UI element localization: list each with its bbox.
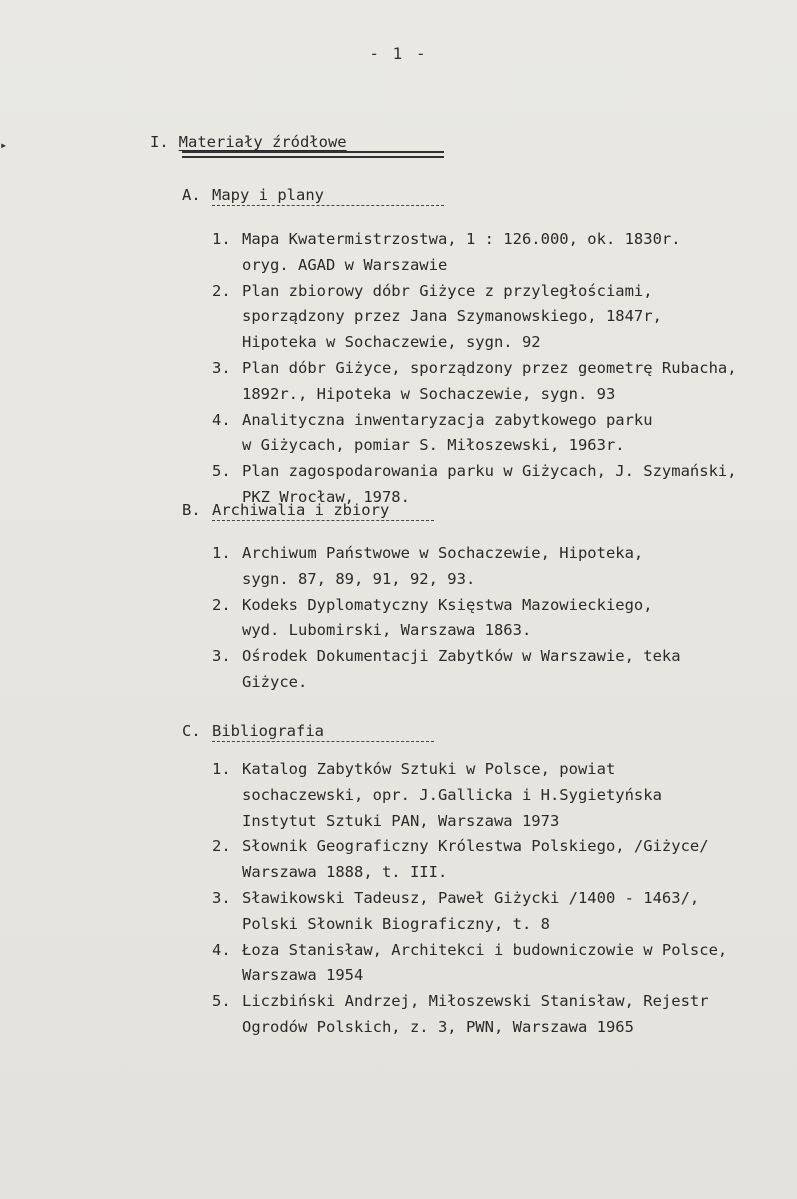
item-number: 1. <box>212 230 231 248</box>
list-item <box>212 356 737 408</box>
section-letter: B. <box>182 501 201 519</box>
item-line: Giżyce. <box>242 672 308 691</box>
item-line: oryg. AGAD w Warszawie <box>242 255 448 274</box>
item-number: 5. <box>212 462 231 481</box>
item-number: 2. <box>212 595 231 614</box>
item-line: Warszawa 1888, t. III. <box>242 863 448 882</box>
item-line: Mapa Kwatermistrzostwa, 1 : 126.000, ok. 1830r. <box>242 230 681 248</box>
item-line: Plan zagospodarowania parku w Giżycach, J. Szymański, <box>242 462 737 481</box>
page-number: - 1 - <box>369 44 428 63</box>
heading-double-underline <box>182 151 444 158</box>
item-line: w Giżycach, pomiar S. Miłoszewski, 1963r. <box>242 436 625 455</box>
item-line: Warszawa 1954 <box>242 966 364 985</box>
item-line: sochaczewski, opr. J.Gallicka i H.Sygietyńska <box>242 785 662 804</box>
item-line: wyd. Lubomirski, Warszawa 1863. <box>242 621 532 640</box>
list-item <box>212 593 681 645</box>
item-line: sygn. 87, 89, 91, 92, 93. <box>242 569 476 588</box>
item-line: Instytut Sztuki PAN, Warszawa 1973 <box>242 811 560 830</box>
item-line: Hipoteka w Sochaczewie, sygn. 92 <box>242 333 541 352</box>
section-letter: C. <box>182 722 201 740</box>
heading-title: Materiały źródłowe <box>178 133 347 151</box>
item-line: Kodeks Dyplomatyczny Księstwa Mazowieckiego, <box>242 595 653 614</box>
section-b-heading <box>182 501 434 521</box>
section-title: Bibliografia <box>212 722 434 742</box>
heading-number: I. <box>150 133 169 151</box>
list-item <box>212 834 727 886</box>
section-title: Mapy i plany <box>212 186 444 206</box>
section-c-heading <box>182 722 434 742</box>
item-line: Analityczna inwentaryzacja zabytkowego parku <box>242 410 653 429</box>
item-line: Archiwum Państwowe w Sochaczewie, Hipoteka, <box>242 544 644 562</box>
item-line: Słownik Geograficzny Królestwa Polskiego, /Giżyce/ <box>242 837 709 856</box>
item-number: 2. <box>212 281 231 300</box>
list-item <box>212 541 681 593</box>
list-item <box>212 408 737 460</box>
section-b-list <box>212 541 681 696</box>
section-a-heading <box>182 186 444 206</box>
list-item <box>212 279 737 356</box>
list-item <box>212 644 681 696</box>
item-line: Ośrodek Dokumentacji Zabytków w Warszawie, teka <box>242 647 681 666</box>
section-a-list <box>212 227 737 511</box>
item-line: Polski Słownik Biograficzny, t. 8 <box>242 914 550 933</box>
item-number: 4. <box>212 940 231 959</box>
item-line: Liczbiński Andrzej, Miłoszewski Stanisław, Rejestr <box>242 992 709 1011</box>
item-line: Plan zbiorowy dóbr Giżyce z przyległościami, <box>242 281 653 300</box>
item-line: PKZ Wrocław, 1978. <box>242 487 410 506</box>
item-number: 3. <box>212 888 231 907</box>
list-item <box>212 227 737 279</box>
item-line: sporządzony przez Jana Szymanowskiego, 1847r, <box>242 307 662 326</box>
item-line: 1892r., Hipoteka w Sochaczewie, sygn. 93 <box>242 384 616 403</box>
item-number: 3. <box>212 647 231 666</box>
section-title: Archiwalia i zbiory <box>212 501 434 521</box>
item-number: 1. <box>212 544 231 562</box>
list-item <box>212 886 727 938</box>
item-line: Łoza Stanisław, Architekci i budowniczowie w Polsce, <box>242 940 728 959</box>
section-c-list <box>212 757 727 1041</box>
item-line: Plan dóbr Giżyce, sporządzony przez geometrę Rubacha, <box>242 358 737 377</box>
section-letter: A. <box>182 186 201 204</box>
list-item <box>212 757 727 834</box>
item-number: 1. <box>212 760 231 778</box>
main-heading <box>150 133 347 151</box>
item-number: 2. <box>212 837 231 856</box>
item-number: 3. <box>212 358 231 377</box>
margin-mark: ▸ <box>0 138 8 152</box>
item-number: 4. <box>212 410 231 429</box>
item-line: Sławikowski Tadeusz, Paweł Giżycki /1400 - 1463/, <box>242 888 700 907</box>
item-line: Ogrodów Polskich, z. 3, PWN, Warszawa 1965 <box>242 1017 634 1036</box>
item-line: Katalog Zabytków Sztuki w Polsce, powiat <box>242 760 616 778</box>
list-item <box>212 938 727 990</box>
list-item <box>212 989 727 1041</box>
item-number: 5. <box>212 992 231 1011</box>
